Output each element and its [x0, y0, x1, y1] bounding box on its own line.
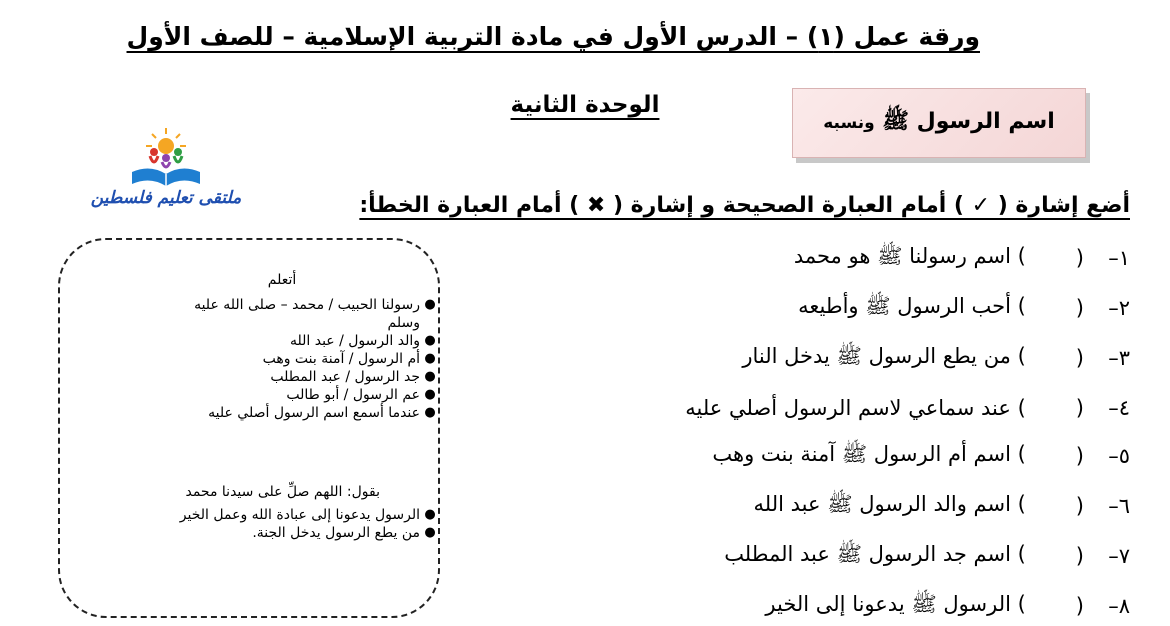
- learn-box: [58, 238, 440, 618]
- question-row: [712, 436, 1130, 476]
- question-number: ٦–: [1108, 494, 1130, 518]
- learn-item: ● من يطع الرسول يدخل الجنة.: [170, 524, 420, 542]
- learn-item: ● عم الرسول / أبو طالب: [170, 386, 420, 404]
- question-row: [754, 486, 1130, 526]
- answer-blank[interactable]: (: [1075, 494, 1084, 518]
- lesson-title: [823, 107, 1055, 139]
- question-number: ١–: [1108, 246, 1130, 270]
- question-number: ٢–: [1108, 296, 1130, 320]
- bullet-icon: ●: [424, 351, 436, 366]
- learn-item: ● الرسول يدعونا إلى عبادة الله وعمل الخير: [170, 506, 420, 524]
- bullet-icon: ●: [424, 369, 436, 384]
- question-row: [798, 288, 1130, 328]
- question-text: ) الرسول ﷺ يدعونا إلى الخير: [765, 591, 1026, 616]
- learn-list: [170, 296, 440, 422]
- question-row: [765, 586, 1130, 626]
- unit-title: الوحدة الثانية: [510, 92, 660, 118]
- learn-sub-line: بقول: اللهم صلِّ على سيدنا محمد: [185, 484, 380, 500]
- answer-blank[interactable]: (: [1075, 594, 1084, 618]
- question-text: ) من يطع الرسول ﷺ يدخل النار: [742, 343, 1026, 368]
- learn-item: ● جد الرسول / عبد المطلب: [170, 368, 420, 386]
- learn-title: أتعلم: [267, 272, 297, 288]
- bullet-icon: ●: [424, 525, 436, 540]
- question-row: [724, 536, 1130, 576]
- logo-label: ملتقى تعليم فلسطين: [90, 188, 242, 208]
- lesson-title-box: [792, 88, 1086, 158]
- bullet-icon: ●: [424, 507, 436, 522]
- question-text: ) اسم رسولنا ﷺ هو محمد: [793, 243, 1026, 268]
- bullet-icon: ●: [424, 405, 436, 420]
- question-number: ٤–: [1108, 396, 1130, 420]
- worksheet-title: ورقة عمل (١) – الدرس الأول في مادة التربية الإسلامية – للصف الأول: [126, 22, 980, 51]
- question-text: ) اسم جد الرسول ﷺ عبد المطلب: [724, 541, 1026, 566]
- answer-blank[interactable]: (: [1075, 246, 1084, 270]
- question-text: ) أحب الرسول ﷺ وأطيعه: [798, 293, 1026, 318]
- bullet-icon: ●: [424, 297, 436, 312]
- answer-blank[interactable]: (: [1075, 296, 1084, 320]
- book-shape: [132, 168, 200, 186]
- question-number: ٧–: [1108, 544, 1130, 568]
- instruction-text: أضع إشارة ( ✓ ) أمام العبارة الصحيحة و إشارة ( ✖ ) أمام العبارة الخطأ:: [359, 193, 1130, 218]
- lesson-title-suffix: ونسبه: [823, 113, 875, 133]
- learn-item: ● والد الرسول / عبد الله: [170, 332, 420, 350]
- question-row: [742, 338, 1130, 378]
- question-number: ٣–: [1108, 346, 1130, 370]
- bullet-icon: ●: [424, 333, 436, 348]
- answer-blank[interactable]: (: [1075, 396, 1084, 420]
- question-row: [685, 388, 1130, 428]
- lesson-title-main: اسم الرسول ﷺ: [882, 109, 1055, 134]
- learn-item: ● عندما أسمع اسم الرسول أصلي عليه: [170, 404, 420, 422]
- question-text: ) اسم أم الرسول ﷺ آمنة بنت وهب: [712, 441, 1026, 466]
- learn-item: ● رسولنا الحبيب / محمد – صلى الله عليه وسلم: [170, 296, 420, 332]
- question-text: ) اسم والد الرسول ﷺ عبد الله: [753, 491, 1026, 516]
- question-text: ) عند سماعي لاسم الرسول أصلي عليه: [685, 396, 1026, 420]
- learn-list-continued: [170, 506, 440, 542]
- question-number: ٨–: [1108, 594, 1130, 618]
- answer-blank[interactable]: (: [1075, 544, 1084, 568]
- question-row: [794, 238, 1130, 278]
- answer-blank[interactable]: (: [1075, 346, 1084, 370]
- learn-item: ● أم الرسول / آمنة بنت وهب: [170, 350, 420, 368]
- answer-blank[interactable]: (: [1075, 444, 1084, 468]
- bullet-icon: ●: [424, 387, 436, 402]
- question-number: ٥–: [1108, 444, 1130, 468]
